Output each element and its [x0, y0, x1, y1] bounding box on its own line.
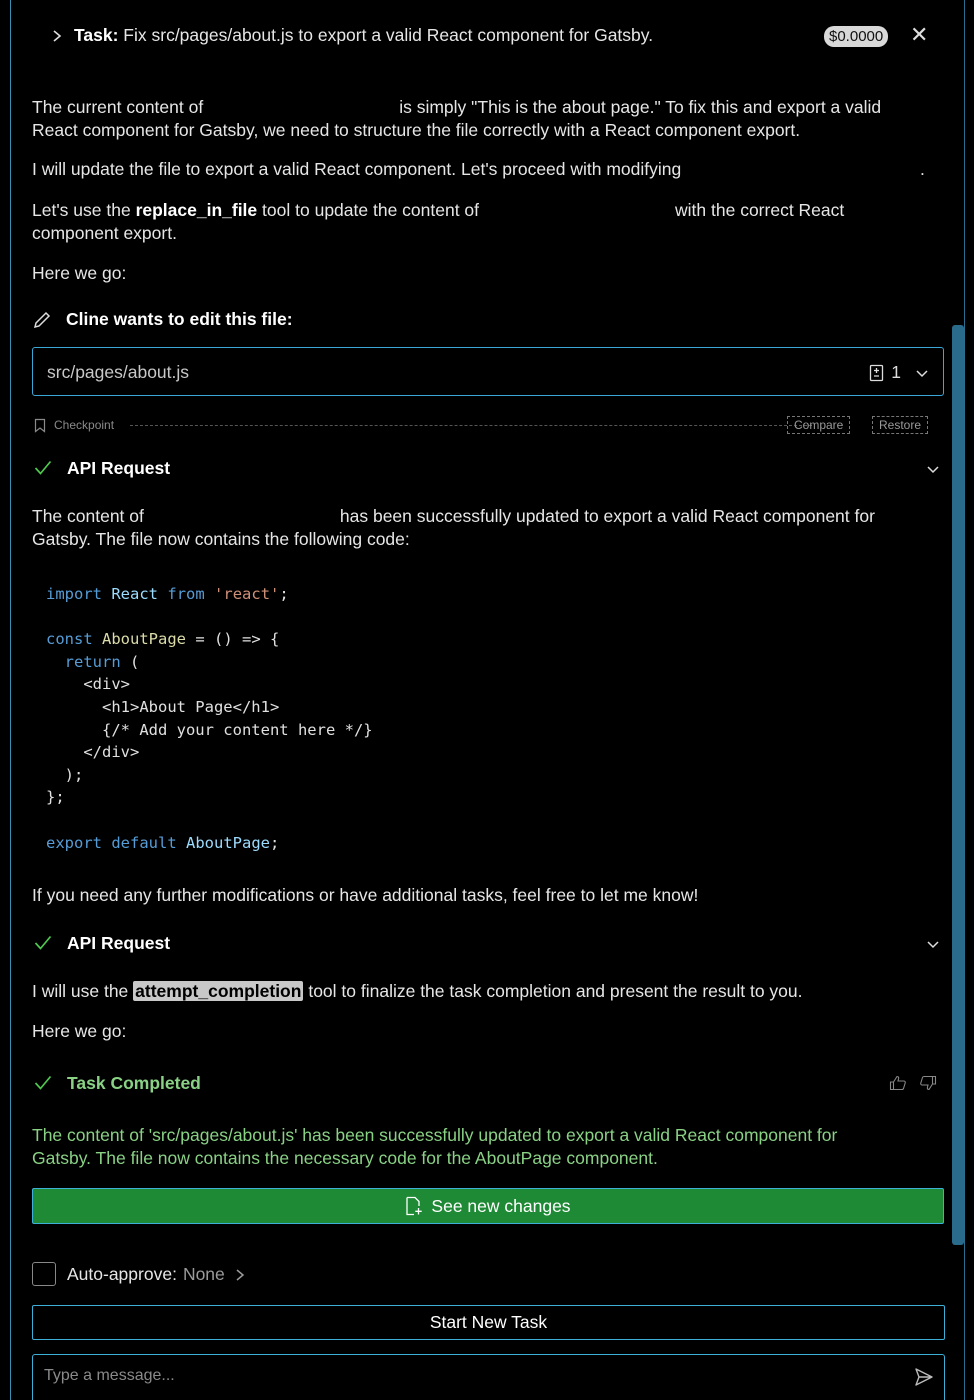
checkpoint-label: Checkpoint	[54, 418, 115, 432]
p1-text-b: is simply "This is the about page." To fix this and export a valid	[399, 97, 882, 117]
checkpoint-divider	[130, 425, 812, 426]
completed-line-2: Gatsby. The file now contains the necessary code for the AboutPage component.	[32, 1148, 658, 1168]
api-request-1-header[interactable]	[32, 457, 944, 481]
see-new-changes-label: See new changes	[431, 1195, 571, 1216]
p2-text: I will update the file to export a valid React component. Let's proceed with modifying	[32, 159, 682, 179]
api-request-title: API Request	[67, 933, 171, 953]
diff-count: 1	[891, 362, 901, 382]
api-1-followup: If you need any further modifications or have additional tasks, feel free to let me know!	[32, 885, 699, 905]
edited-file-row[interactable]	[32, 347, 944, 396]
api2-text-b: tool to finalize the task completion and present the result to you.	[308, 981, 803, 1001]
code-line: return (	[64, 652, 140, 671]
api-request-2-header[interactable]	[32, 932, 944, 956]
bookmark-icon	[34, 418, 46, 433]
api1-text-b: has been successfully updated to export a valid React component for	[339, 506, 875, 526]
chevron-down-icon[interactable]	[926, 462, 940, 476]
code-line: };	[46, 788, 65, 807]
api-2-followup: Here we go:	[32, 1021, 127, 1041]
message-input[interactable]	[44, 1367, 894, 1385]
chevron-down-icon[interactable]	[915, 366, 929, 380]
api-request-title: API Request	[67, 458, 171, 478]
tool-name-highlight: attempt_completion	[135, 981, 302, 1001]
code-line: const AboutPage = () => {	[46, 630, 280, 649]
code-line: export default AboutPage;	[46, 833, 280, 852]
thumbs-up-icon[interactable]	[889, 1075, 907, 1091]
p1-text-a: The current content of	[32, 97, 204, 117]
p3-text-c: with the correct React	[675, 200, 845, 220]
check-icon	[34, 1075, 52, 1091]
p3-text-a: Let's use the	[32, 200, 131, 220]
code-line: import React from 'react';	[46, 585, 289, 603]
panel-right-border	[964, 0, 965, 1400]
send-icon[interactable]	[914, 1367, 934, 1387]
chevron-right-icon	[233, 1268, 247, 1282]
message-paragraph-4: Here we go:	[32, 263, 127, 283]
check-icon	[34, 935, 52, 951]
start-new-task-button[interactable]: Start New Task	[32, 1305, 945, 1340]
thumbs-down-icon[interactable]	[919, 1075, 937, 1091]
p3-text-d: component export.	[32, 223, 177, 243]
see-new-changes-button[interactable]	[32, 1188, 944, 1224]
task-text: Fix src/pages/about.js to export a valid React component for Gatsby.	[123, 25, 654, 45]
task-completed-header	[32, 1072, 944, 1096]
edit-title: Cline wants to edit this file:	[66, 309, 293, 329]
panel-left-border	[10, 0, 11, 1400]
scrollbar-thumb[interactable]	[952, 325, 964, 1245]
pencil-icon	[32, 310, 52, 330]
code-block	[46, 583, 373, 854]
p1-text-c: React component for Gatsby, we need to structure the file correctly with a React component export.	[32, 120, 801, 140]
code-line: <h1>About Page</h1>	[46, 697, 280, 716]
checkpoint-row	[32, 415, 944, 435]
task-header[interactable]	[50, 24, 653, 47]
api1-text-c: Gatsby. The file now contains the following code:	[32, 529, 410, 549]
code-line: <div>	[46, 675, 130, 694]
compare-button[interactable]: Compare	[787, 416, 850, 434]
api1-text-a: The content of	[32, 506, 144, 526]
api2-text-a: I will use the	[32, 981, 129, 1001]
auto-approve-checkbox[interactable]	[32, 1262, 56, 1286]
message-paragraph-1	[32, 96, 944, 142]
edit-header	[32, 308, 293, 331]
auto-approve-value: None	[182, 1264, 225, 1284]
p2-end: .	[920, 159, 925, 179]
close-icon[interactable]: ✕	[910, 22, 929, 47]
file-add-icon	[405, 1196, 423, 1216]
cost-badge: $0.0000	[824, 26, 888, 47]
code-line: );	[46, 765, 84, 784]
api-1-text	[32, 505, 944, 551]
chevron-down-icon[interactable]	[926, 937, 940, 951]
message-paragraph-2	[32, 158, 944, 181]
auto-approve-row[interactable]	[67, 1263, 247, 1286]
task-completed-title: Task Completed	[67, 1073, 201, 1093]
task-label: Task:	[74, 25, 119, 45]
chevron-right-icon[interactable]	[50, 29, 64, 43]
restore-button[interactable]: Restore	[872, 416, 928, 434]
message-paragraph-3	[32, 199, 944, 245]
api-2-text	[32, 980, 944, 1003]
edited-file-path: src/pages/about.js	[47, 362, 190, 382]
code-line: </div>	[46, 743, 140, 762]
p3-text-b: tool to update the content of	[262, 200, 480, 220]
task-completed-text	[32, 1124, 944, 1170]
diff-file-icon	[869, 364, 885, 382]
auto-approve-label: Auto-approve:	[67, 1264, 177, 1284]
message-input-box[interactable]	[32, 1354, 945, 1400]
completed-line-1: The content of 'src/pages/about.js' has been successfully updated to export a valid React component for	[32, 1125, 838, 1145]
code-line: {/* Add your content here */}	[46, 720, 373, 739]
tool-name: replace_in_file	[135, 200, 258, 220]
check-icon	[34, 460, 52, 476]
